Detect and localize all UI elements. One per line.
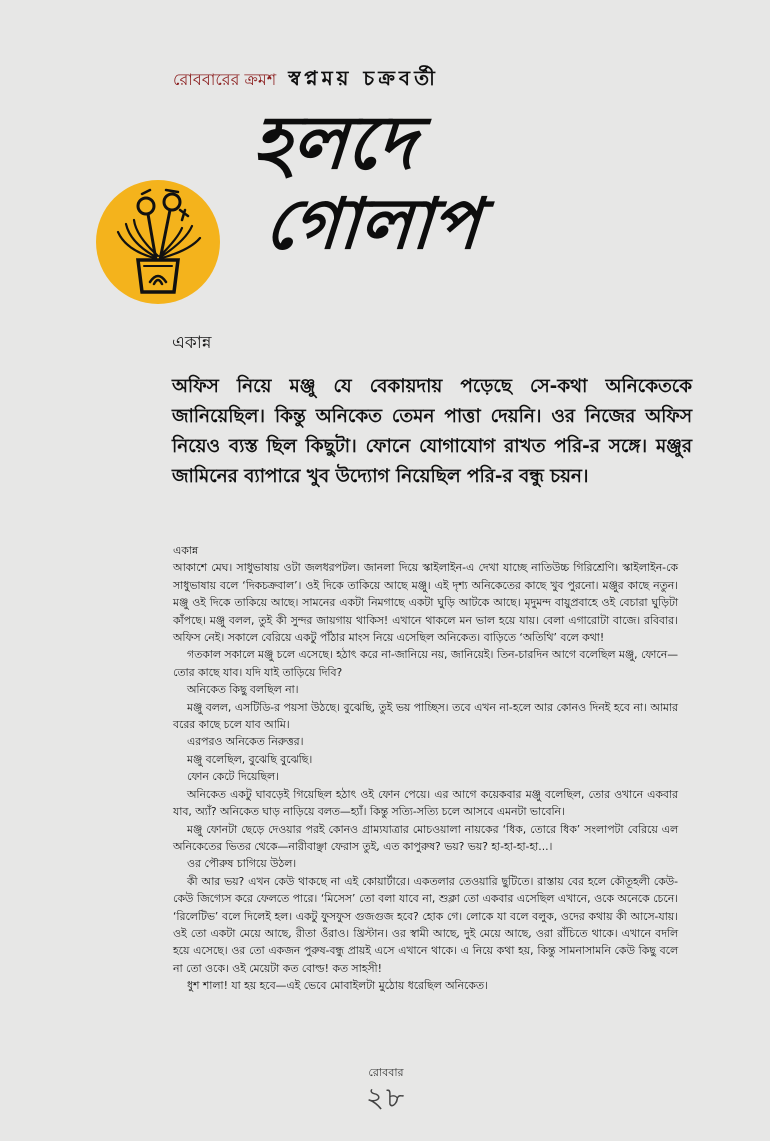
series-label: রোববারের ক্রমশ: [173, 70, 277, 89]
body-paragraph: এরপরও অনিকেত নিরুত্তর।: [187, 735, 304, 749]
body-paragraph: গতকাল সকালে মঞ্জু চলে এসেছে। হঠাৎ করে না-জানিয়ে নয়, জানিয়েই। তিন-চারদিন আগে বলেছিল মঞ্জু, ফোনে—তোর কাছে যাব। যদি যাই তাড়িয়ে দিবি?: [173, 648, 678, 679]
body-chapter-label: একান্ন: [173, 544, 199, 557]
body-paragraph: ফোন কেটে দিয়েছিল।: [187, 770, 279, 784]
body-paragraph: মঞ্জু ফোনটা ছেড়ে দেওয়ার পরই কোনও গ্রাম্যযাত্রার মোচওয়ালা নায়কের ‘ধিক, তোরে ধিক’ সংলাপটা বেরিয়ে এল অনিকেতের ভিতর থেকে—নারীবাঞ্ছা ফেরাস তুই, এত কাপুরুষ? ভয়? ভয়? হা-হা-হা-হা...।: [173, 822, 678, 853]
author-name: স্বপ্নময় চক্রবর্তী: [288, 66, 439, 90]
header: [173, 64, 439, 97]
title-line-1: হলদে: [249, 100, 419, 186]
body-paragraph: মঞ্জু বলল, এসটিডি-র পয়সা উঠছে। বুঝেছি, তুই ভয় পাচ্ছিস। তবে এখন না-হলে আর কোনও দিনই হবে না। আমার বরের কাছে চলে যাব আমি।: [173, 700, 678, 732]
flower-pot-icon: [96, 180, 220, 304]
story-title: [225, 100, 483, 265]
body-paragraph: ওর পৌরুষ চাগিয়ে উঠল।: [187, 857, 297, 871]
page-footer: [356, 1064, 416, 1113]
lead-paragraph: অফিস নিয়ে মঞ্জু যে বেকায়দায় পড়েছে সে-কথা অনিকেতকে জানিয়েছিল। কিন্তু অনিকেত তেমন পাত্তা দেয়নি। ওর নিজের অফিস নিয়েও ব্যস্ত ছিল কিছুটা। ফোনে যোগাযোগ রাখত পরি-র সঙ্গে। মঞ্জুর জামিনের ব্যাপারে খুব উদ্যোগ নিয়েছিল পরি-র বন্ধু চয়ন।: [172, 376, 692, 487]
chapter-label: একান্ন: [172, 333, 212, 353]
body-paragraph: ধুশ শালা! যা হয় হবে—এই ভেবে মোবাইলটা মুঠোয় ধরেছিল অনিকেত।: [187, 979, 488, 993]
body-paragraph: আকাশে মেঘ। সাধুভাষায় ওটা জলধরপটল। জানলা দিয়ে স্কাইলাইন-এ দেখা যাচ্ছে নাতিউচ্চ গিরিশ্রেণি। স্কাইলাইন-কে সাধুভাষায় বলে ‘দিকচক্রবাল’। ওই দিকে তাকিয়ে আছে মঞ্জু। এই দৃশ্য অনিকেতের কাছে খুব পুরনো। মঞ্জুর কাছে নতুন। মঞ্জু ওই দিকে তাকিয়ে আছে। সামনের একটা নিমগাছে একটা ঘুড়ি আটকে আছে। মৃদুমন্দ বায়ুপ্রবাহে ওই বেচারা ঘুড়িটা কাঁপছে। মঞ্জু বলল, তুই কী সুন্দর জায়গায় থাকিস! এখানে থাকলে মন ভাল হয়ে যায়। বেলা এগারোটা বাজে। রবিবার। অফিস নেই। সকালে বেরিয়ে একটু পাঁঠার মাংস নিয়ে এসেছিল অনিকেত। বাড়িতে ‘অতিথি’ বলে কথা!: [173, 561, 678, 645]
body-paragraph: অনিকেত কিছু বলছিল না।: [187, 683, 299, 697]
body-paragraph: কী আর ভয়? এখন কেউ থাকছে না এই কোয়ার্টারে। একতলার তেওয়ারি ছুটিতে। রাস্তায় বের হলে কৌতূহলী কেউ-কেউ জিগ্যেস করে ফেলতে পারে। ‘মিসেস’ তো বলা যাবে না, শুক্লা তো একবার এসেছিল এখানে, ওকে অনেকে চেনে। ‘রিলেটিভ’ বলে দিলেই হল। একটু ফুসফুস গুজগুজ হবে? হোক গে। লোকে যা বলে বলুক, ওদের কথায় কী আসে-যায়। ওই তো একটা মেয়ে আছে, রীতা ওঁরাও। খ্রিস্টান। ওর স্বামী আছে, দুই মেয়ে আছে, ওরা রাঁচিতে থাকে। এখানে বদলি হয়ে এসেছে। ওর তো একজন পুরুষ-বন্ধু প্রায়ই এসে এখানে থাকে। এ নিয়ে কথা হয়, কিন্তু সামনাসামনি কেউ কিছু বলে না তো ওকে। ওই মেয়েটা কত বোল্ড! কত সাহসী!: [173, 874, 678, 975]
body-paragraph: মঞ্জু বলেছিল, বুঝেছি বুঝেছি।: [187, 752, 313, 766]
body-paragraph: অনিকেত একটু ঘাবড়েই গিয়েছিল হঠাৎ ওই ফোন পেয়ে। এর আগে কয়েকবার মঞ্জু বলেছিল, তোর ওখানে একবার যাব, অ্যাঁ? অনিকেত ঘাড় নাড়িয়ে বলত—হ্যাঁ। কিন্তু সত্যি-সত্যি চলে আসবে এমনটা ভাবেনি।: [173, 787, 678, 819]
magazine-name: রোববার: [368, 1066, 404, 1079]
page-number: ২৮: [365, 1081, 407, 1114]
flower-pot-drawing: [96, 180, 220, 304]
title-line-2: গোলাপ: [262, 182, 483, 265]
body-text: [173, 542, 678, 995]
